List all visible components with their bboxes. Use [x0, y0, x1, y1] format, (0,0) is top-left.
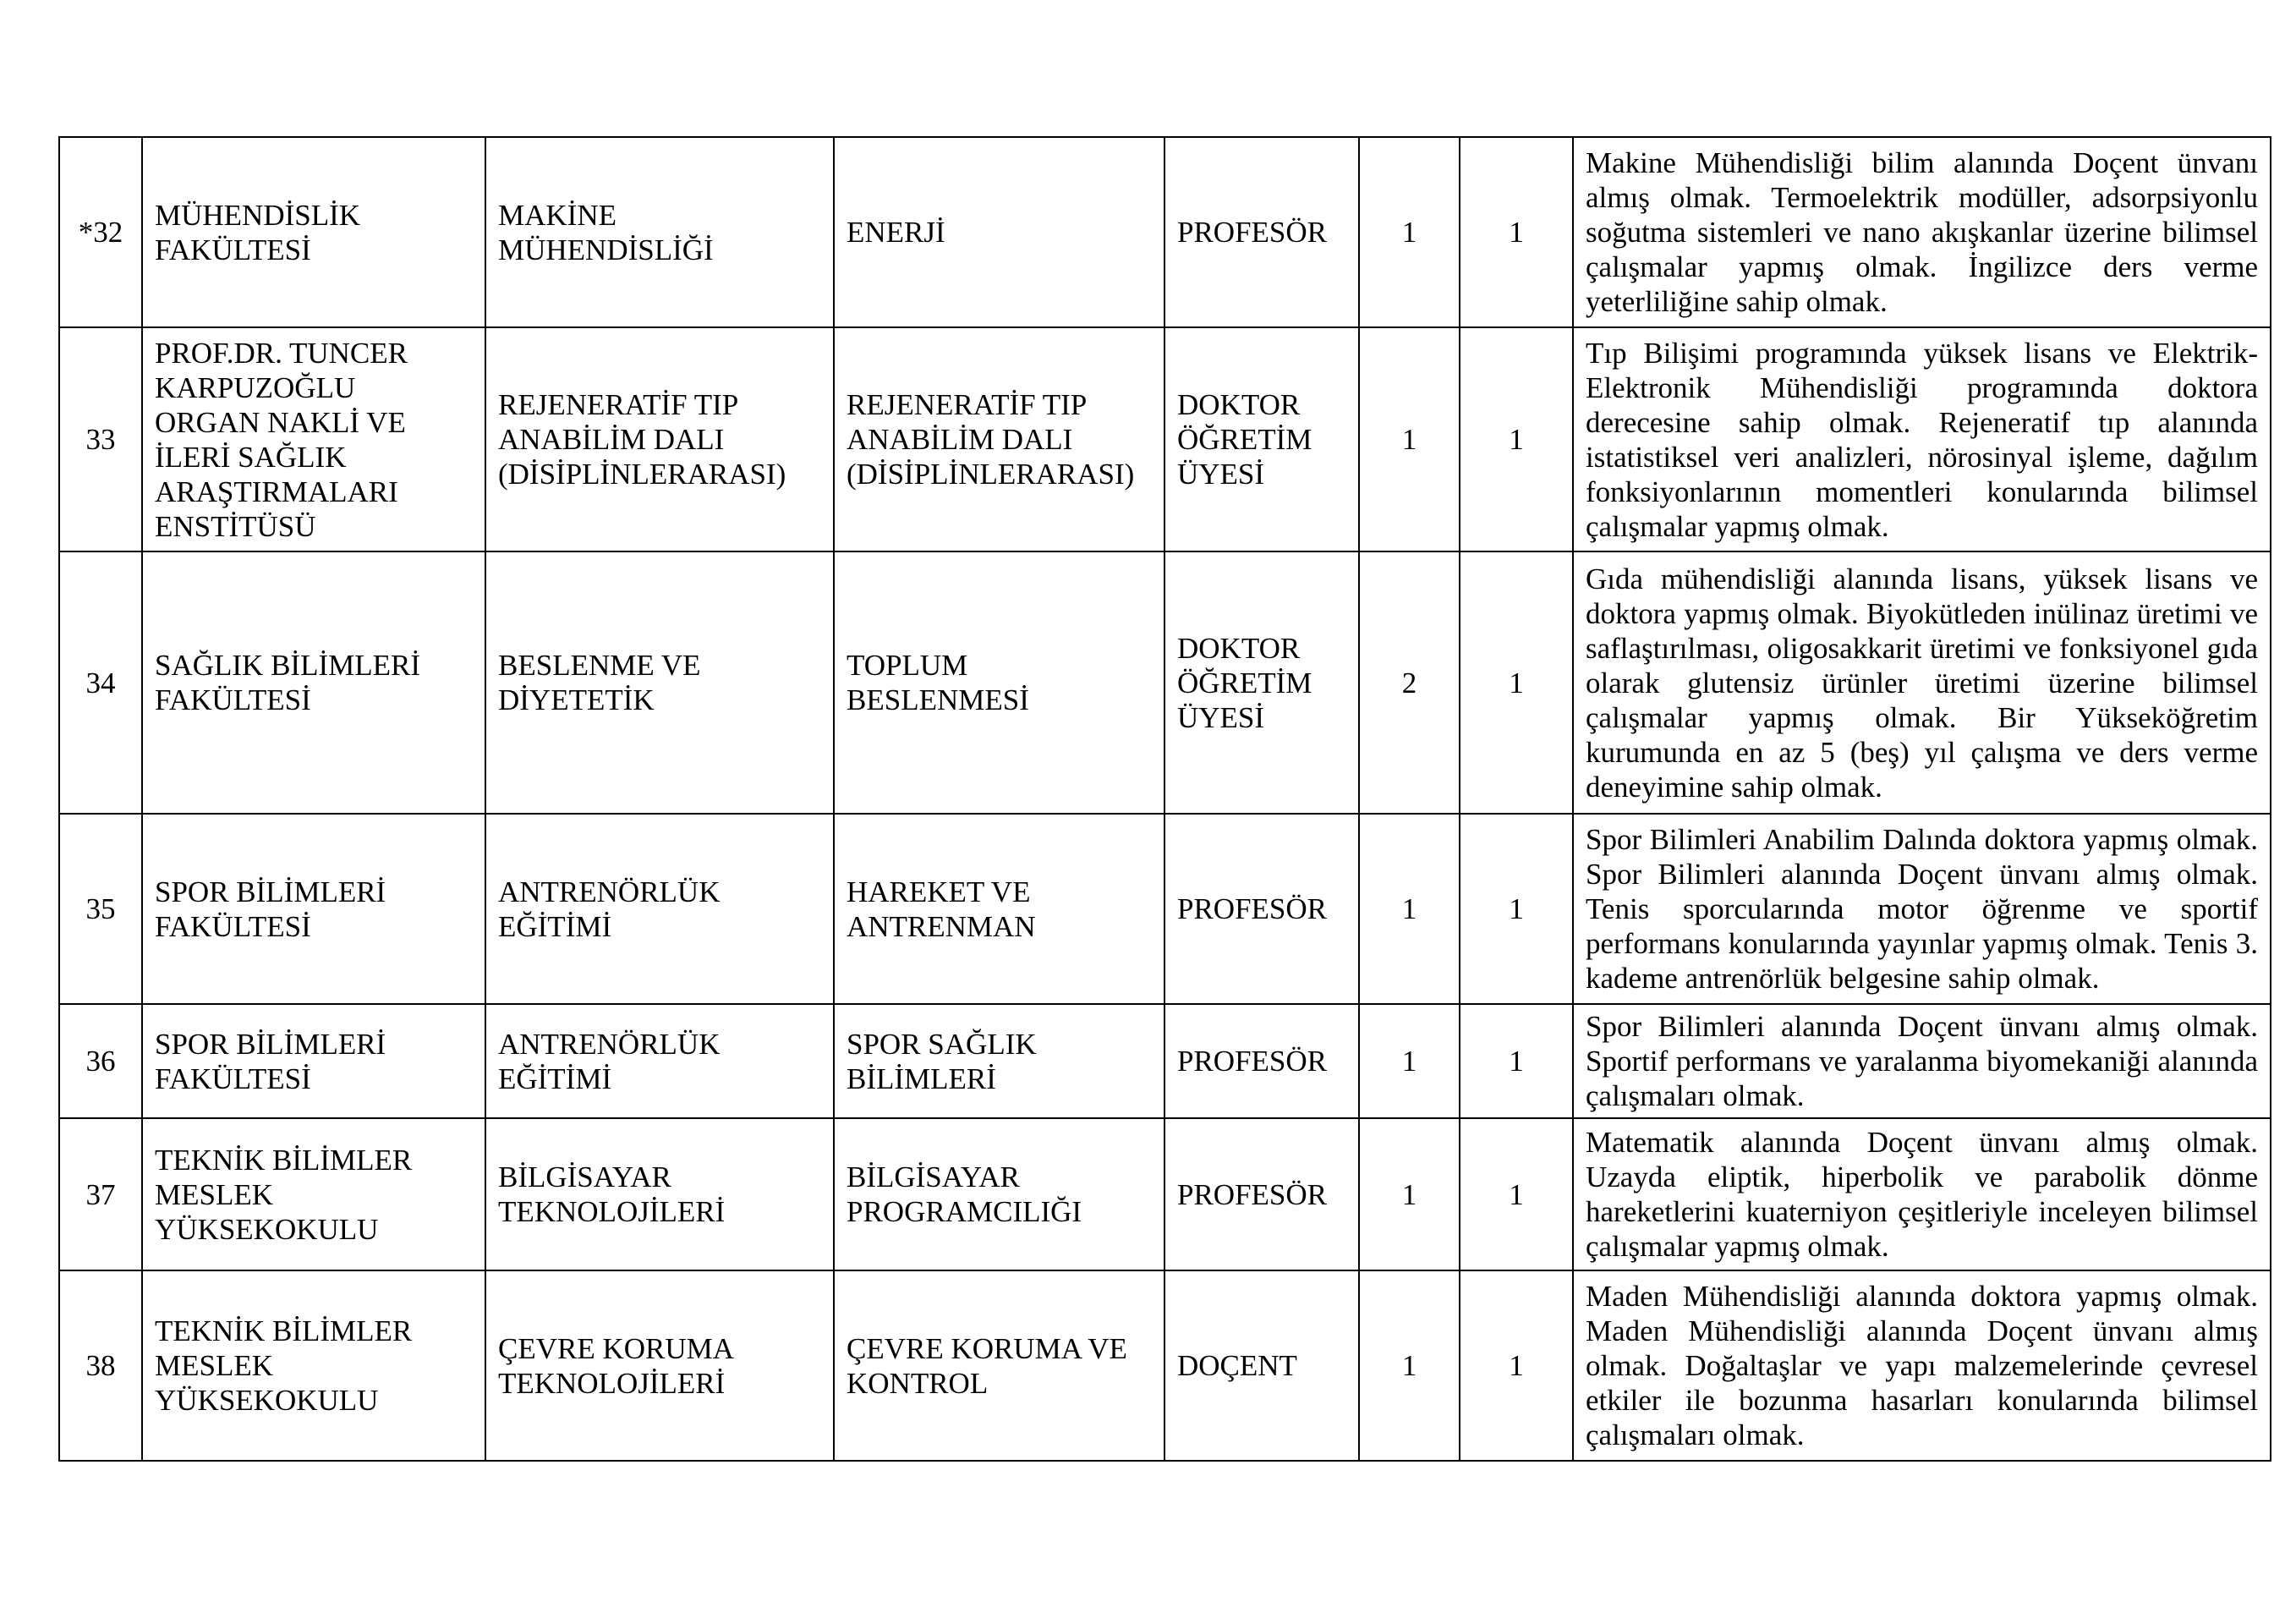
division-cell [834, 1118, 1164, 1270]
division-cell [834, 327, 1164, 551]
table-row [59, 1004, 2271, 1118]
degree-cell: 1 [1359, 814, 1460, 1004]
title-text: DOKTOR ÖĞRETİM ÜYESİ [1177, 631, 1312, 734]
degree-cell: 2 [1359, 551, 1460, 814]
division-cell [834, 1270, 1164, 1461]
title-cell: PROFESÖR [1164, 137, 1359, 327]
degree-cell: 1 [1359, 137, 1460, 327]
table-row [59, 137, 2271, 327]
division-text: REJENERATİF TIP ANABİLİM DALI (DİSİPLİNLERARASI) [847, 388, 1135, 491]
faculty-cell [142, 1004, 485, 1118]
requirements-cell: Spor Bilimleri alanında Doçent ünvanı almış olmak. Sportif performans ve yaralanma biyomekaniği alanında çalışmaları olmak. [1573, 1004, 2271, 1118]
department-cell [485, 551, 834, 814]
division-text: HAREKET VE ANTRENMAN [847, 875, 1036, 943]
division-text: TOPLUM BESLENMESİ [847, 649, 1029, 716]
table-row [59, 1118, 2271, 1270]
division-text: ÇEVRE KORUMA VE KONTROL [847, 1331, 1127, 1400]
degree-cell: 1 [1359, 1270, 1460, 1461]
count-cell: 1 [1460, 1004, 1573, 1118]
title-cell: PROFESÖR [1164, 1004, 1359, 1118]
department-text: REJENERATİF TIP ANABİLİM DALI (DİSİPLİNLERARASI) [498, 388, 786, 491]
title-cell [1164, 327, 1359, 551]
division-cell [834, 551, 1164, 814]
requirements-cell: Maden Mühendisliği alanında doktora yapmış olmak. Maden Mühendisliği alanında Doçent ünvanı almış olmak. Doğaltaşlar ve yapı malzemelerinde çevresel etkiler ile bozunma hasarları konularında bilimsel çalışmaları olmak. [1573, 1270, 2271, 1461]
division-text: SPOR SAĞLIK BİLİMLERİ [847, 1027, 1037, 1095]
count-cell: 1 [1460, 814, 1573, 1004]
faculty-cell [142, 137, 485, 327]
division-cell [834, 1004, 1164, 1118]
department-cell [485, 1270, 834, 1461]
degree-cell: 1 [1359, 1118, 1460, 1270]
department-cell [485, 327, 834, 551]
division-cell: ENERJİ [834, 137, 1164, 327]
table-row [59, 551, 2271, 814]
faculty-cell [142, 327, 485, 551]
title-cell: PROFESÖR [1164, 1118, 1359, 1270]
department-cell [485, 1004, 834, 1118]
faculty-text: TEKNİK BİLİMLER MESLEK YÜKSEKOKULU [155, 1314, 413, 1417]
count-cell: 1 [1460, 551, 1573, 814]
department-text: MAKİNE MÜHENDİSLİĞİ [498, 198, 714, 266]
positions-table [58, 136, 2271, 1462]
faculty-text: SPOR BİLİMLERİ FAKÜLTESİ [155, 875, 386, 943]
division-text: BİLGİSAYAR PROGRAMCILIĞI [847, 1160, 1082, 1228]
requirements-cell: Makine Mühendisliği bilim alanında Doçent ünvanı almış olmak. Termoelektrik modüller, adsorpsiyonlu soğutma sistemleri ve nano akışkanlar üzerine bilimsel çalışmalar yapmış olmak. İngilizce ders verme yeterliliğine sahip olmak. [1573, 137, 2271, 327]
requirements-cell: Spor Bilimleri Anabilim Dalında doktora yapmış olmak. Spor Bilimleri alanında Doçent ünvanı almış olmak. Tenis sporcularında motor öğrenme ve sportif performans konularında yayınlar yapmış olmak. Tenis 3. kademe antrenörlük belgesine sahip olmak. [1573, 814, 2271, 1004]
row-number: 37 [59, 1118, 142, 1270]
faculty-text: TEKNİK BİLİMLER MESLEK YÜKSEKOKULU [155, 1143, 413, 1246]
faculty-cell [142, 814, 485, 1004]
faculty-text: MÜHENDİSLİK FAKÜLTESİ [155, 198, 361, 266]
count-cell: 1 [1460, 327, 1573, 551]
table-row [59, 1270, 2271, 1461]
department-cell [485, 137, 834, 327]
table-row [59, 327, 2271, 551]
title-text: DOKTOR ÖĞRETİM ÜYESİ [1177, 388, 1312, 491]
faculty-cell [142, 1118, 485, 1270]
faculty-cell [142, 1270, 485, 1461]
degree-cell: 1 [1359, 327, 1460, 551]
department-text: BESLENME VE DİYETETİK [498, 649, 701, 716]
count-cell: 1 [1460, 1270, 1573, 1461]
row-number: 36 [59, 1004, 142, 1118]
row-number: 38 [59, 1270, 142, 1461]
title-cell: PROFESÖR [1164, 814, 1359, 1004]
title-cell: DOÇENT [1164, 1270, 1359, 1461]
row-number: 34 [59, 551, 142, 814]
faculty-text: SAĞLIK BİLİMLERİ FAKÜLTESİ [155, 649, 420, 716]
division-cell [834, 814, 1164, 1004]
count-cell: 1 [1460, 1118, 1573, 1270]
title-cell [1164, 551, 1359, 814]
department-cell [485, 1118, 834, 1270]
row-number: 35 [59, 814, 142, 1004]
table-row [59, 814, 2271, 1004]
department-cell [485, 814, 834, 1004]
requirements-cell: Gıda mühendisliği alanında lisans, yüksek lisans ve doktora yapmış olmak. Biyokütleden inülinaz üretimi ve saflaştırılması, oligosakkarit üretimi ve fonksiyonel gıda olarak glutensiz ürünler üretimi üzerine bilimsel çalışmalar yapmış olmak. Bir Yükseköğretim kurumunda en az 5 (beş) yıl çalışma ve ders verme deneyimine sahip olmak. [1573, 551, 2271, 814]
department-text: ÇEVRE KORUMA TEKNOLOJİLERİ [498, 1331, 733, 1400]
department-text: BİLGİSAYAR TEKNOLOJİLERİ [498, 1160, 726, 1228]
faculty-text: SPOR BİLİMLERİ FAKÜLTESİ [155, 1027, 386, 1095]
row-number: *32 [59, 137, 142, 327]
faculty-text: PROF.DR. TUNCER KARPUZOĞLU ORGAN NAKLİ VE İLERİ SAĞLIK ARAŞTIRMALARI ENSTİTÜSÜ [155, 336, 408, 543]
count-cell: 1 [1460, 137, 1573, 327]
department-text: ANTRENÖRLÜK EĞİTİMİ [498, 1027, 721, 1095]
department-text: ANTRENÖRLÜK EĞİTİMİ [498, 875, 721, 943]
requirements-cell: Matematik alanında Doçent ünvanı almış olmak. Uzayda eliptik, hiperbolik ve parabolik dönme hareketlerini kuaterniyon çeşitleriyle inceleyen bilimsel çalışmalar yapmış olmak. [1573, 1118, 2271, 1270]
row-number: 33 [59, 327, 142, 551]
requirements-cell: Tıp Bilişimi programında yüksek lisans ve Elektrik-Elektronik Mühendisliği programında doktora derecesine sahip olmak. Rejeneratif tıp alanında istatistiksel veri analizleri, nörosinyal işleme, dağılım fonksiyonlarının momentleri konularında bilimsel çalışmalar yapmış olmak. [1573, 327, 2271, 551]
degree-cell: 1 [1359, 1004, 1460, 1118]
faculty-cell [142, 551, 485, 814]
